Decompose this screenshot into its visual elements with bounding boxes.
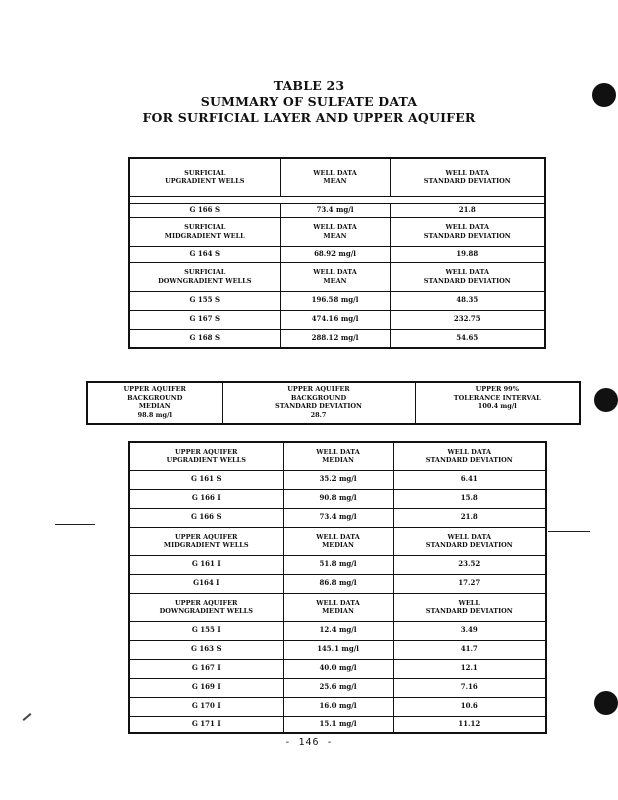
table-row: G 166 S 73.4 mg/l 21.8 bbox=[129, 508, 546, 527]
table-row: G 168 S 288.12 mg/l 54.65 bbox=[129, 329, 545, 348]
header-cell: WELL DATA STANDARD DEVIATION bbox=[390, 262, 545, 291]
header-cell: WELL DATA STANDARD DEVIATION bbox=[390, 158, 545, 196]
header-cell: WELL DATA MEDIAN bbox=[283, 593, 393, 621]
header-cell: WELL DATA STANDARD DEVIATION bbox=[393, 527, 546, 555]
header-cell: WELL DATA MEAN bbox=[280, 262, 390, 291]
table-row: G 161 I 51.8 mg/l 23.52 bbox=[129, 555, 546, 574]
background-summary-table bbox=[86, 381, 581, 425]
title-line-3: FOR SURFICIAL LAYER AND UPPER AQUIFER bbox=[142, 110, 476, 125]
table-row: G 167 S 474.16 mg/l 232.75 bbox=[129, 310, 545, 329]
table-row: G 155 I 12.4 mg/l 3.49 bbox=[129, 621, 546, 640]
document-title bbox=[0, 78, 618, 126]
header-cell: UPPER AQUIFER UPGRADIENT WELLS bbox=[129, 442, 283, 470]
table-row: G 171 I 15.1 mg/l 11.12 bbox=[129, 716, 546, 733]
header-cell: WELL DATA MEAN bbox=[280, 158, 390, 196]
header-cell: SURFICIAL DOWNGRADIENT WELLS bbox=[129, 262, 280, 291]
header-cell: SURFICIAL UPGRADIENT WELLS bbox=[129, 158, 280, 196]
table-number: TABLE 23 bbox=[273, 78, 345, 93]
surficial-upgradient-header bbox=[129, 158, 545, 196]
header-cell: WELL DATA STANDARD DEVIATION bbox=[393, 442, 546, 470]
header-cell: WELL DATA MEDIAN bbox=[283, 442, 393, 470]
table-row: G 163 S 145.1 mg/l 41.7 bbox=[129, 640, 546, 659]
table-row: G 170 I 16.0 mg/l 10.6 bbox=[129, 697, 546, 716]
table-row: G 155 S 196.58 mg/l 48.35 bbox=[129, 291, 545, 310]
surficial-downgradient-header bbox=[129, 262, 545, 291]
header-cell: WELL DATA STANDARD DEVIATION bbox=[390, 217, 545, 246]
table-row: G 166 I 90.8 mg/l 15.8 bbox=[129, 489, 546, 508]
table-row: G 166 S 73.4 mg/l 21.8 bbox=[129, 203, 545, 217]
page-number: - 146 - bbox=[284, 737, 334, 748]
title-line-2: SUMMARY OF SULFATE DATA bbox=[200, 94, 418, 109]
header-cell: WELL DATA MEDIAN bbox=[283, 527, 393, 555]
background-median-cell: UPPER AQUIFER BACKGROUND MEDIAN 98.8 mg/l bbox=[87, 382, 222, 424]
upper-upgradient-header bbox=[129, 442, 546, 470]
table-row: G164 I 86.8 mg/l 17.27 bbox=[129, 574, 546, 593]
table-row: G 161 S 35.2 mg/l 6.41 bbox=[129, 470, 546, 489]
table-row: G 167 I 40.0 mg/l 12.1 bbox=[129, 659, 546, 678]
margin-mark-right bbox=[548, 531, 590, 532]
table-row: G 164 S 68.92 mg/l 19.88 bbox=[129, 246, 545, 262]
tolerance-interval-cell: UPPER 99% TOLERANCE INTERVAL 100.4 mg/l bbox=[415, 382, 580, 424]
upper-midgradient-header bbox=[129, 527, 546, 555]
table-row: G 169 I 25.6 mg/l 7.16 bbox=[129, 678, 546, 697]
header-cell: UPPER AQUIFER MIDGRADIENT WELLS bbox=[129, 527, 283, 555]
header-cell: WELL STANDARD DEVIATION bbox=[393, 593, 546, 621]
margin-mark-left bbox=[55, 524, 95, 525]
corner-mark bbox=[23, 713, 32, 721]
binder-hole-middle bbox=[594, 388, 618, 412]
header-cell: UPPER AQUIFER DOWNGRADIENT WELLS bbox=[129, 593, 283, 621]
surficial-midgradient-header bbox=[129, 217, 545, 246]
background-row bbox=[87, 382, 580, 424]
binder-hole-top bbox=[592, 83, 616, 107]
header-cell: WELL DATA MEAN bbox=[280, 217, 390, 246]
surficial-sulfate-table bbox=[128, 157, 546, 349]
background-sd-cell: UPPER AQUIFER BACKGROUND STANDARD DEVIATION 28.7 bbox=[222, 382, 415, 424]
upper-aquifer-sulfate-table bbox=[128, 441, 547, 734]
header-cell: SURFICIAL MIDGRADIENT WELL bbox=[129, 217, 280, 246]
upper-downgradient-header bbox=[129, 593, 546, 621]
binder-hole-bottom bbox=[594, 691, 618, 715]
